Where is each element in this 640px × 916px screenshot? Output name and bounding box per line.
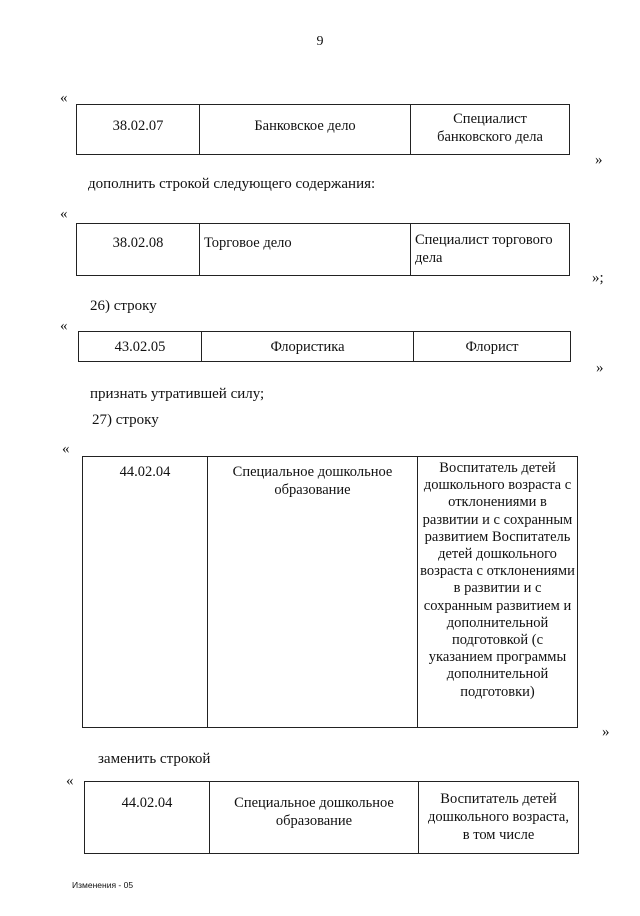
name-cell: Специальное дошкольное образование [208,457,418,728]
name-cell: Флористика [202,332,414,362]
opening-quote: « [60,318,68,334]
footer-revision: Изменения - 05 [72,880,134,890]
code-cell: 38.02.08 [77,224,200,276]
paragraph-replace-with: заменить строкой [98,751,211,767]
qualification-cell: Специалист торгового дела [411,224,570,276]
qualification-cell: Воспитатель детей дошкольного возраста, в том числе [419,782,579,854]
code-cell: 44.02.04 [85,782,210,854]
qualification-cell: Флорист [414,332,571,362]
opening-quote: « [60,206,68,222]
closing-quote: » [595,152,603,168]
paragraph-repealed: признать утратившей силу; [90,386,265,402]
code-cell: 43.02.05 [79,332,202,362]
paragraph-item-27: 27) строку [92,412,159,428]
code-cell: 44.02.04 [83,457,208,728]
closing-quote: » [596,360,604,376]
name-cell: Банковское дело [200,105,411,155]
closing-quote: »; [592,270,604,286]
table-row-44-02-04-new [84,781,579,854]
paragraph-add-row: дополнить строкой следующего содержания: [88,176,376,192]
name-cell: Специальное дошкольное образование [210,782,419,854]
table-row-38-02-07 [76,104,570,155]
closing-quote: » [602,724,610,740]
table-row-38-02-08 [76,223,570,276]
qualification-cell: Воспитатель детей дошкольного возраста с отклонениями в развитии и с сохранным развитием Воспитатель детей дошкольного возраста с отклонениями в развитии и с сохранным развитием и дополнительной подготовкой (с указанием программы дополнительной подготовки) [418,457,578,728]
opening-quote: « [60,90,68,106]
code-cell: 38.02.07 [77,105,200,155]
opening-quote: « [66,773,74,789]
table-row-43-02-05 [78,331,571,362]
page-number: 9 [316,34,324,49]
name-cell: Торговое дело [200,224,411,276]
table-row-44-02-04-old [82,456,578,728]
qualification-cell: Специалист банковского дела [411,105,570,155]
opening-quote: « [62,441,70,457]
paragraph-item-26: 26) строку [90,298,157,314]
